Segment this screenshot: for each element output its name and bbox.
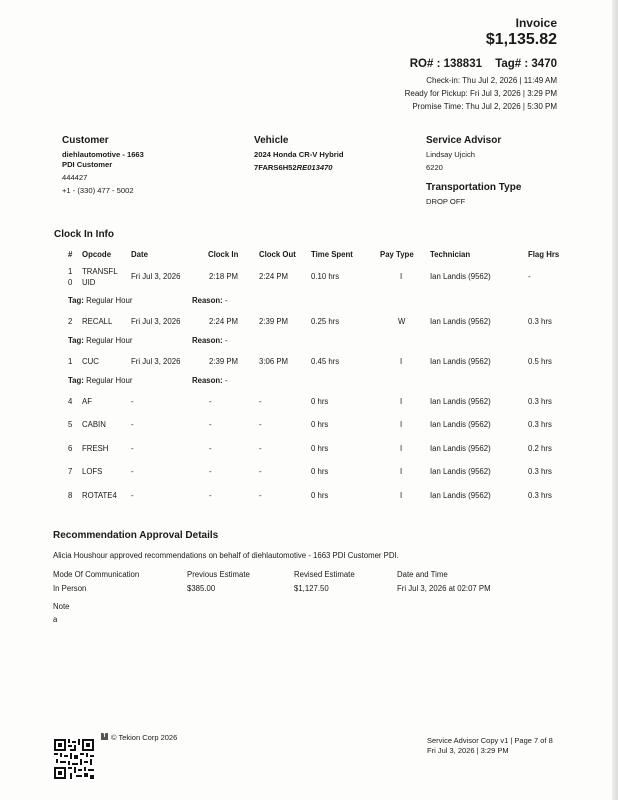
row-reason: Reason: -: [192, 296, 228, 305]
cell-opcode: ROTATE4: [82, 491, 117, 500]
col-header-technician: Technician: [430, 250, 471, 259]
cell-pay-type: I: [400, 357, 403, 366]
cell-opcode: AF: [82, 397, 92, 406]
revised-estimate-label: Revised Estimate: [294, 570, 355, 579]
cell-technician: Ian Landis (9562): [430, 357, 491, 366]
customer-id: 444427: [62, 173, 88, 182]
vehicle-heading: Vehicle: [254, 135, 289, 146]
transport-value: DROP OFF: [426, 197, 466, 206]
cell-pay-type: I: [400, 467, 403, 476]
cell-time-spent: 0 hrs: [311, 420, 329, 429]
ro-label: RO# :: [409, 58, 441, 70]
ro-number: 138831: [443, 58, 482, 70]
row-reason: Reason: -: [192, 376, 228, 385]
row-tag: Tag: Regular Hour: [68, 296, 133, 305]
cell-num: 1: [68, 267, 73, 276]
cell-clock-in: -: [209, 420, 212, 429]
vin-suffix: RE013470: [296, 163, 333, 172]
row-reason: Reason: -: [192, 336, 228, 345]
cell-pay-type: I: [400, 397, 403, 406]
cell-technician: Ian Landis (9562): [430, 467, 491, 476]
cell-flag-hrs: 0.3 hrs: [528, 317, 552, 326]
cell-opcode: TRANSFL: [82, 267, 118, 276]
tag-number: 3470: [531, 58, 557, 70]
cell-num: 1: [68, 357, 73, 366]
cell-pay-type: I: [400, 420, 403, 429]
cell-opcode: LOFS: [82, 467, 103, 476]
cell-clock-out: -: [259, 491, 262, 500]
col-header-clock-in: Clock In: [208, 250, 239, 259]
tag-label: Tag# :: [495, 58, 529, 70]
col-header-num: #: [68, 250, 73, 259]
cell-clock-out: -: [259, 444, 262, 453]
cell-date: -: [131, 467, 134, 476]
page-edge-shadow: [612, 0, 618, 800]
row-tag: Tag: Regular Hour: [68, 336, 133, 345]
cell-pay-type: I: [400, 272, 403, 281]
advisor-heading: Service Advisor: [426, 135, 502, 146]
note-label: Note: [53, 602, 70, 611]
promise-time: Promise Time: Thu Jul 2, 2026 | 5:30 PM: [412, 102, 557, 111]
customer-name-line1: diehlautomotive - 1663: [62, 150, 144, 159]
note-value: a: [53, 615, 58, 624]
cell-num-line2: 0: [68, 278, 73, 287]
previous-estimate-value: $385.00: [187, 584, 216, 593]
cell-num: 4: [68, 397, 73, 406]
transport-heading: Transportation Type: [426, 182, 522, 193]
cell-num: 8: [68, 491, 73, 500]
cell-time-spent: 0 hrs: [311, 467, 329, 476]
cell-flag-hrs: 0.3 hrs: [528, 467, 552, 476]
cell-time-spent: 0 hrs: [311, 397, 329, 406]
customer-phone: +1 - (330) 477 - 5002: [62, 186, 134, 195]
cell-technician: Ian Landis (9562): [430, 397, 491, 406]
ro-tag-line: [410, 58, 557, 70]
cell-clock-in: 2:24 PM: [209, 317, 239, 326]
customer-name-line2: PDI Customer: [62, 160, 113, 169]
cell-date: -: [131, 420, 134, 429]
col-header-clock-out: Clock Out: [259, 250, 296, 259]
col-header-opcode: Opcode: [82, 250, 112, 259]
footer-printed-time: Fri Jul 3, 2026 | 3:29 PM: [427, 746, 509, 755]
col-header-date: Date: [131, 250, 148, 259]
cell-technician: Ian Landis (9562): [430, 420, 491, 429]
footer-copy-info: Service Advisor Copy v1 | Page 7 of 8: [427, 736, 553, 745]
date-time-value: Fri Jul 3, 2026 at 02:07 PM: [397, 584, 491, 593]
cell-date: Fri Jul 3, 2026: [131, 357, 181, 366]
cell-time-spent: 0.25 hrs: [311, 317, 340, 326]
cell-pay-type: W: [398, 317, 406, 326]
cell-flag-hrs: 0.3 hrs: [528, 420, 552, 429]
cell-date: -: [131, 397, 134, 406]
col-header-pay-type: Pay Type: [380, 250, 414, 259]
invoice-total: $1,135.82: [485, 31, 557, 48]
cell-clock-in: -: [209, 491, 212, 500]
cell-clock-in: -: [209, 467, 212, 476]
cell-opcode: CABIN: [82, 420, 106, 429]
cell-num: 5: [68, 420, 73, 429]
cell-pay-type: I: [400, 444, 403, 453]
cell-clock-in: 2:39 PM: [209, 357, 239, 366]
cell-date: -: [131, 444, 134, 453]
customer-heading: Customer: [62, 135, 109, 146]
cell-flag-hrs: 0.3 hrs: [528, 491, 552, 500]
advisor-name: Lindsay Ujcich: [426, 150, 475, 159]
cell-opcode: FRESH: [82, 444, 109, 453]
cell-clock-in: -: [209, 444, 212, 453]
cell-flag-hrs: -: [528, 272, 531, 281]
cell-num: 2: [68, 317, 73, 326]
cell-opcode: RECALL: [82, 317, 113, 326]
footer-copyright: © Tekion Corp 2026: [111, 733, 178, 742]
cell-technician: Ian Landis (9562): [430, 491, 491, 500]
cell-flag-hrs: 0.3 hrs: [528, 397, 552, 406]
cell-pay-type: I: [400, 491, 403, 500]
previous-estimate-label: Previous Estimate: [187, 570, 250, 579]
cell-clock-out: 2:39 PM: [259, 317, 289, 326]
revised-estimate-value: $1,127.50: [294, 584, 329, 593]
date-time-label: Date and Time: [397, 570, 448, 579]
ready-pickup-time: Ready for Pickup: Fri Jul 3, 2026 | 3:29 PM: [404, 89, 557, 98]
cell-time-spent: 0.45 hrs: [311, 357, 340, 366]
vin-prefix: 7FARS6H52: [254, 163, 297, 172]
advisor-id: 6220: [426, 163, 443, 172]
cell-time-spent: 0.10 hrs: [311, 272, 340, 281]
col-header-time-spent: Time Spent: [311, 250, 353, 259]
cell-opcode-line2: UID: [82, 278, 96, 287]
cell-time-spent: 0 hrs: [311, 444, 329, 453]
cell-flag-hrs: 0.5 hrs: [528, 357, 552, 366]
cell-clock-out: -: [259, 397, 262, 406]
cell-clock-out: -: [259, 420, 262, 429]
recommendation-statement: Alicia Houshour approved recommendations on behalf of diehlautomotive - 1663 PDI Customer PDI.: [53, 551, 399, 560]
cell-technician: Ian Landis (9562): [430, 444, 491, 453]
cell-technician: Ian Landis (9562): [430, 272, 491, 281]
cell-time-spent: 0 hrs: [311, 491, 329, 500]
cell-flag-hrs: 0.2 hrs: [528, 444, 552, 453]
mode-value: In Person: [53, 584, 87, 593]
row-tag: Tag: Regular Hour: [68, 376, 133, 385]
invoice-title: Invoice: [515, 16, 557, 30]
vehicle-vin: [254, 162, 333, 173]
recommendation-title: Recommendation Approval Details: [53, 530, 219, 541]
cell-clock-out: 2:24 PM: [259, 272, 289, 281]
cell-technician: Ian Landis (9562): [430, 317, 491, 326]
cell-num: 7: [68, 467, 73, 476]
cell-date: Fri Jul 3, 2026: [131, 317, 181, 326]
cell-clock-in: -: [209, 397, 212, 406]
qr-code-icon: [54, 739, 94, 779]
cell-clock-in: 2:18 PM: [209, 272, 239, 281]
cell-num: 6: [68, 444, 73, 453]
cell-opcode: CUC: [82, 357, 99, 366]
cell-clock-out: 3:06 PM: [259, 357, 289, 366]
check-in-time: Check-in: Thu Jul 2, 2026 | 11:49 AM: [426, 76, 557, 85]
cell-date: -: [131, 491, 134, 500]
cell-clock-out: -: [259, 467, 262, 476]
cell-date: Fri Jul 3, 2026: [131, 272, 181, 281]
mode-label: Mode Of Communication: [53, 570, 140, 579]
col-header-flag-hrs: Flag Hrs: [528, 250, 560, 259]
tekion-logo-icon: T: [102, 733, 107, 739]
vehicle-model: 2024 Honda CR-V Hybrid: [254, 150, 344, 159]
clock-in-title: Clock In Info: [54, 229, 114, 240]
